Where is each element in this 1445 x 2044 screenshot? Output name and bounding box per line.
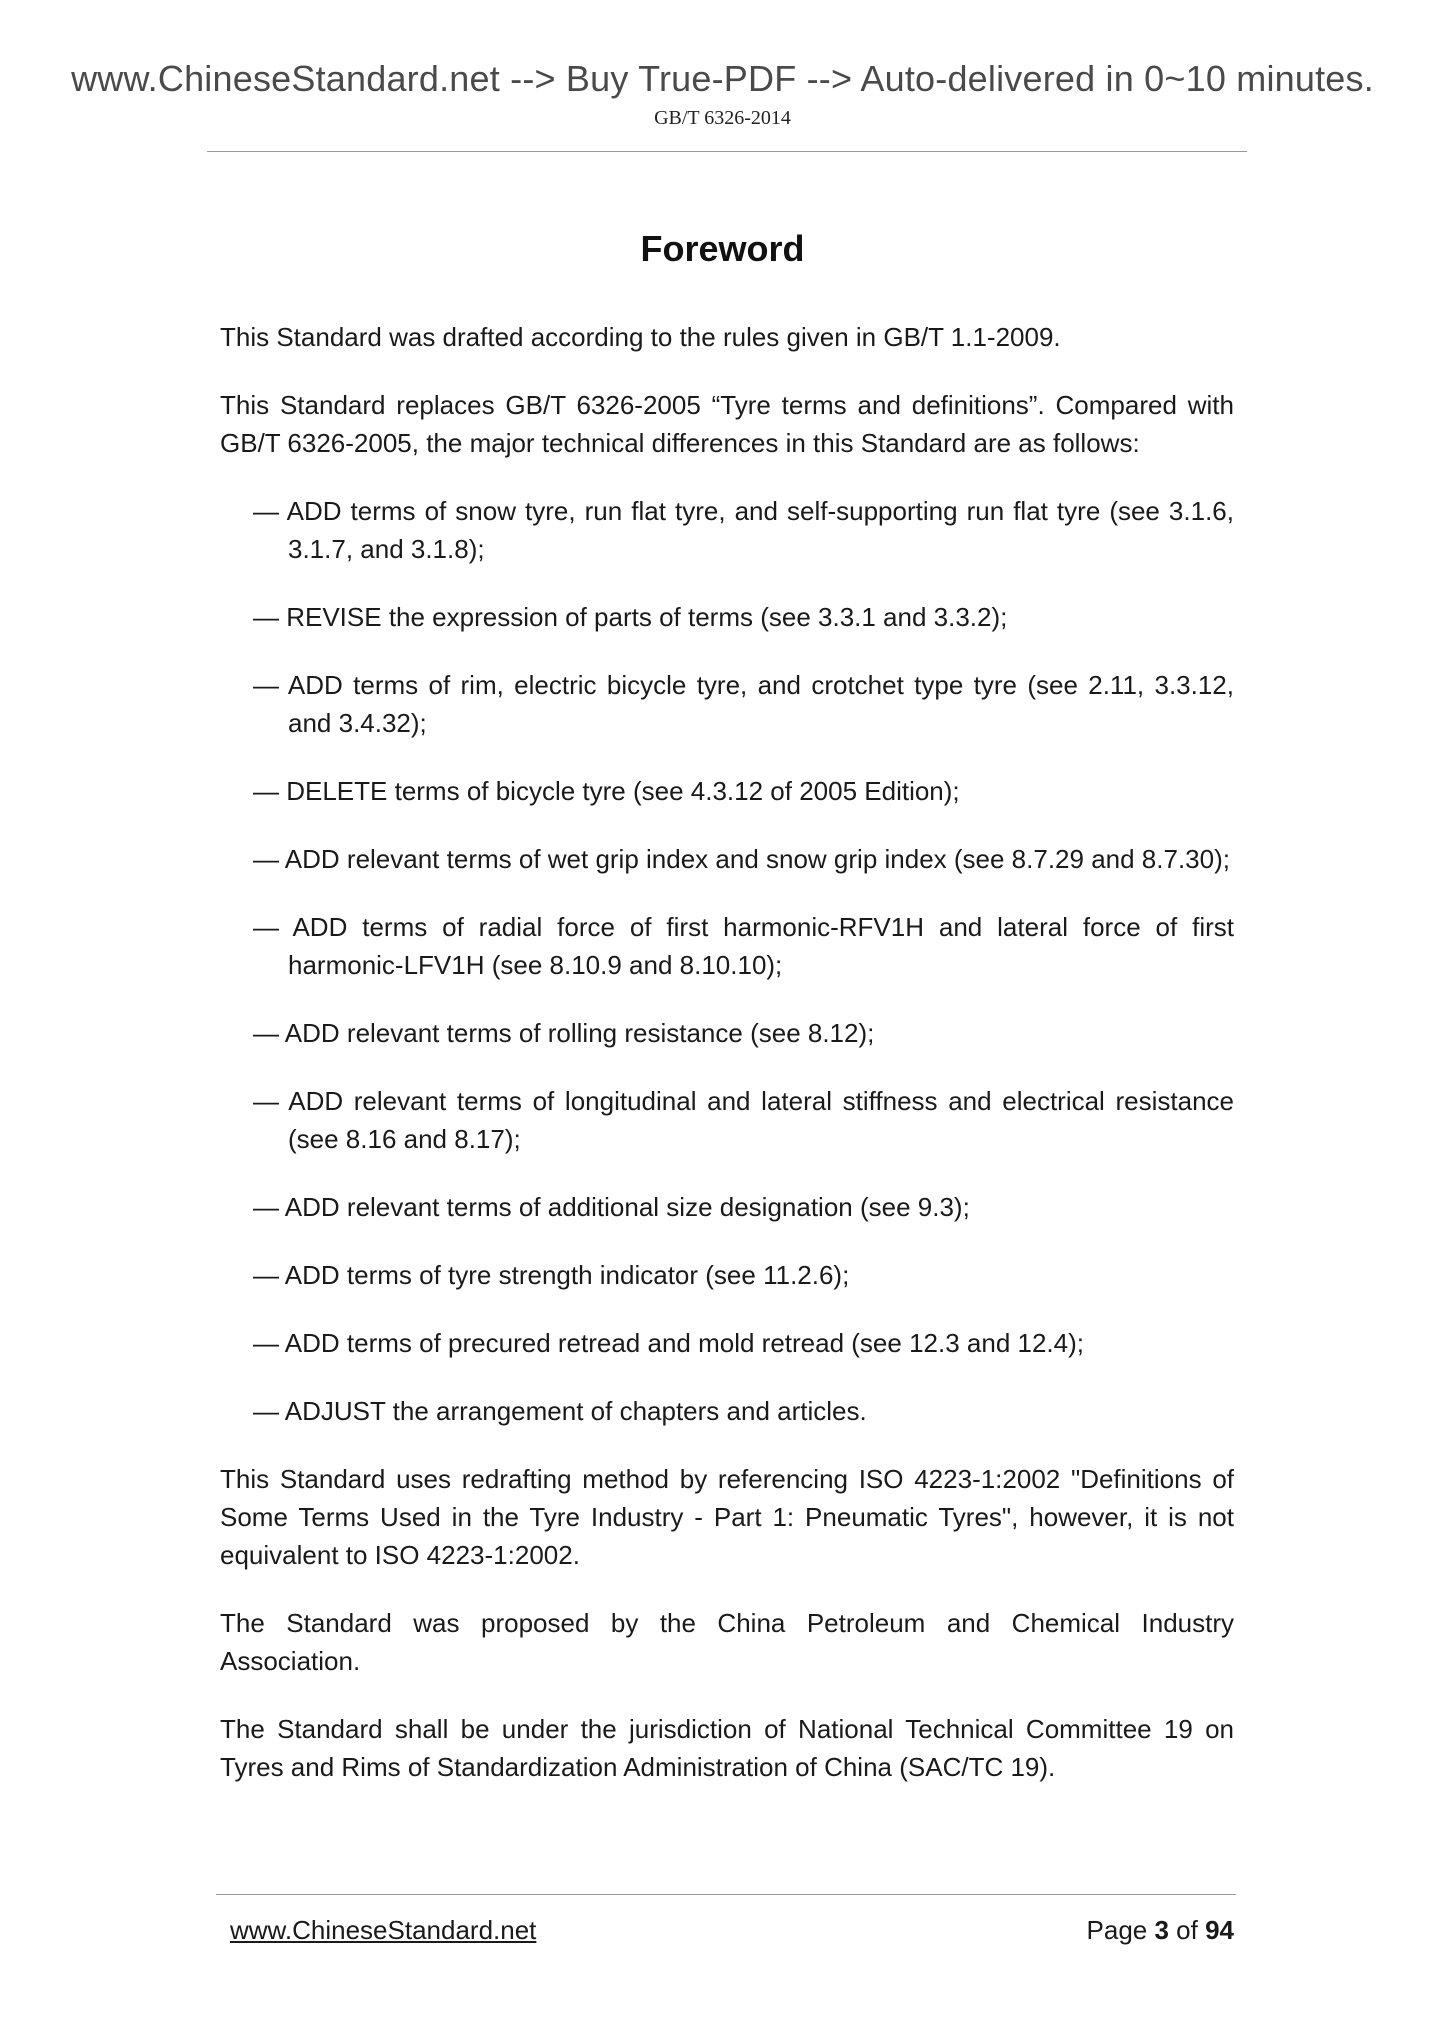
paragraph-proposed-by: The Standard was proposed by the China Petroleum and Chemical Industry Association.	[220, 1608, 1234, 1676]
list-item: — ADD terms of tyre strength indicator (see 11.2.6);	[253, 1260, 850, 1290]
list-item: — ADD relevant terms of longitudinal and lateral stiffness and electrical resistance (see 8.16 and 8.17);	[253, 1086, 1234, 1154]
paragraph-drafting-rules: This Standard was drafted according to the rules given in GB/T 1.1-2009.	[220, 322, 1061, 352]
page-current: 3	[1154, 1915, 1169, 1945]
list-item: — ADD terms of rim, electric bicycle tyre, and crotchet type tyre (see 2.11, 3.3.12, and 3.4.32);	[253, 670, 1234, 738]
paragraph-jurisdiction: The Standard shall be under the jurisdiction of National Technical Committee 19 on Tyres and Rims of Standardization Administration of China (SAC/TC 19).	[220, 1714, 1234, 1782]
footer-website-link[interactable]: www.ChineseStandard.net	[230, 1915, 537, 1945]
standard-code: GB/T 6326-2014	[654, 107, 791, 129]
page-number	[1087, 1915, 1234, 1946]
list-item: — ADD relevant terms of rolling resistance (see 8.12);	[253, 1018, 875, 1048]
foreword-body	[220, 318, 1234, 1816]
list-item: — ADD terms of radial force of first harmonic-RFV1H and lateral force of first harmonic-LFV1H (see 8.10.9 and 8.10.10);	[253, 912, 1234, 980]
list-item: — ADD relevant terms of wet grip index and snow grip index (see 8.7.29 and 8.7.30);	[253, 844, 1230, 874]
header-divider	[207, 151, 1247, 152]
list-item: — REVISE the expression of parts of terms (see 3.3.1 and 3.3.2);	[253, 602, 1008, 632]
footer-divider	[216, 1894, 1236, 1895]
page-title: Foreword	[640, 228, 805, 269]
page-of: of	[1168, 1915, 1206, 1945]
list-item: — DELETE terms of bicycle tyre (see 4.3.12 of 2005 Edition);	[253, 776, 960, 806]
list-item: — ADD terms of precured retread and mold retread (see 12.3 and 12.4);	[253, 1328, 1084, 1358]
list-item: — ADD terms of snow tyre, run flat tyre, and self-supporting run flat tyre (see 3.1.6, 3.1.7, and 3.1.8);	[253, 496, 1234, 564]
page-total: 94	[1205, 1915, 1234, 1945]
list-item: — ADD relevant terms of additional size designation (see 9.3);	[253, 1192, 970, 1222]
list-item: — ADJUST the arrangement of chapters and articles.	[253, 1396, 867, 1426]
paragraph-iso-reference: This Standard uses redrafting method by referencing ISO 4223-1:2002 "Definitions of Some Terms Used in the Tyre Industry - Part 1: Pneumatic Tyres", however, it is not equivalent to ISO 4223-1:2002.	[220, 1464, 1234, 1570]
page-prefix: Page	[1086, 1915, 1155, 1945]
header-banner: www.ChineseStandard.net --> Buy True-PDF --> Auto-delivered in 0~10 minutes.	[71, 58, 1374, 99]
paragraph-replaces: This Standard replaces GB/T 6326-2005 “Tyre terms and definitions”. Compared with GB/T 6326-2005, the major technical differences in this Standard are as follows:	[220, 390, 1234, 458]
changes-list	[220, 492, 1234, 1430]
